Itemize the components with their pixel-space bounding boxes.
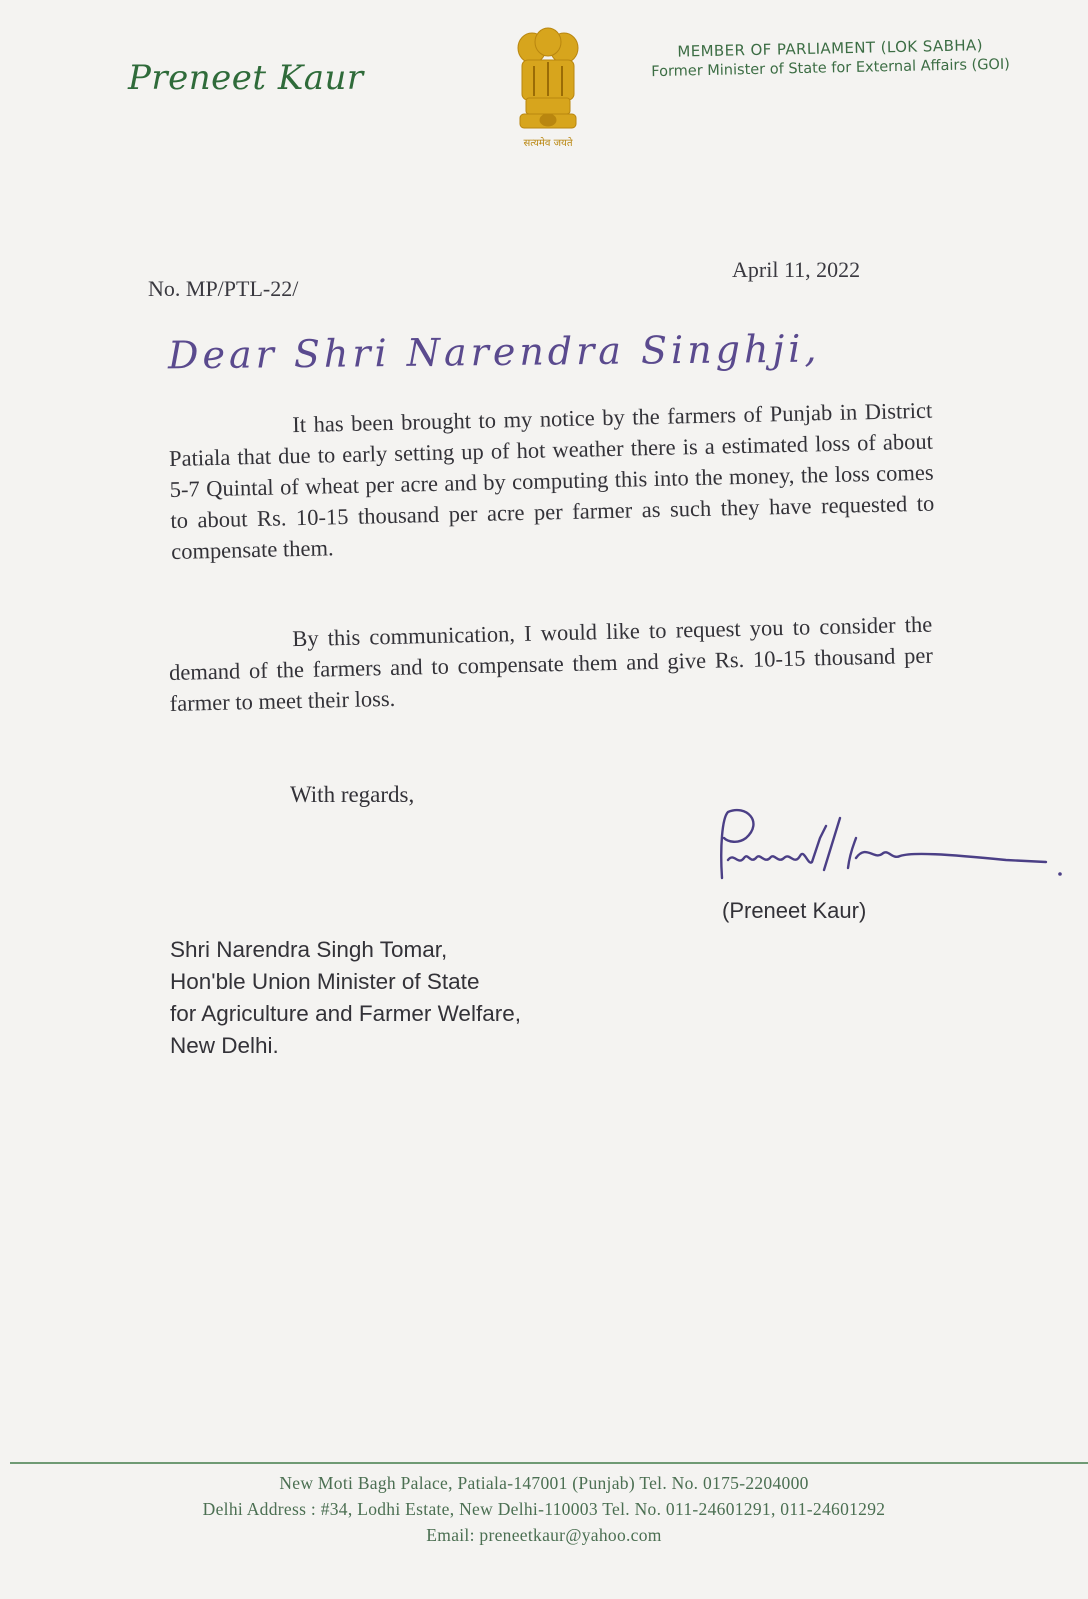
closing: With regards, [290, 782, 415, 807]
footer-patiala-address: New Moti Bagh Palace, Patiala-147001 (Punjab) Tel. No. 0175-2204000 [279, 1473, 809, 1493]
footer-address [0, 1470, 1088, 1548]
signature-image [716, 808, 1088, 898]
footer-delhi-address: Delhi Address : #34, Lodhi Estate, New Delhi-110003 Tel. No. 011-24601291, 011-24601292 [202, 1499, 886, 1519]
body-paragraph-2: By this communication, I would like to request you to consider the demand of the farmers and to compensate them and give Rs. 10-15 thousand per farmer to meet their loss. [168, 611, 934, 716]
emblem-caption: सत्यमेव जयते [523, 138, 573, 149]
addressee-line-3: for Agriculture and Farmer Welfare, [170, 1001, 521, 1026]
reference-number: No. MP/PTL-22/ [148, 276, 299, 301]
signer-name: (Preneet Kaur) [722, 898, 867, 923]
addressee-block [170, 934, 521, 1062]
footer-divider [10, 1462, 1088, 1464]
handwritten-salutation: Dear Shri Narendra Singhji, [167, 326, 821, 378]
designation-block [610, 35, 1051, 81]
addressee-line-1: Shri Narendra Singh Tomar, [170, 937, 448, 962]
designation-title: MEMBER OF PARLIAMENT (LOK SABHA) [677, 36, 984, 61]
designation-former: Former Minister of State for External Affairs (GOI) [651, 56, 1010, 81]
addressee-line-2: Hon'ble Union Minister of State [170, 969, 480, 994]
state-emblem-icon [512, 26, 584, 152]
letterhead-name: Preneet Kaur [128, 58, 364, 98]
body-paragraph-1: It has been brought to my notice by the farmers of Punjab in District Patiala that due to early setting up of hot weather there is a estimated loss of about 5-7 Quintal of wheat per acre and by computing this into the money, the loss comes to about Rs. 10-15 thousand per acre per farmer as such they have requested to compensate them. [168, 397, 935, 564]
footer-email: Email: preneetkaur@yahoo.com [426, 1525, 662, 1545]
letter-date: April 11, 2022 [732, 257, 861, 282]
addressee-line-4: New Delhi. [170, 1033, 279, 1058]
